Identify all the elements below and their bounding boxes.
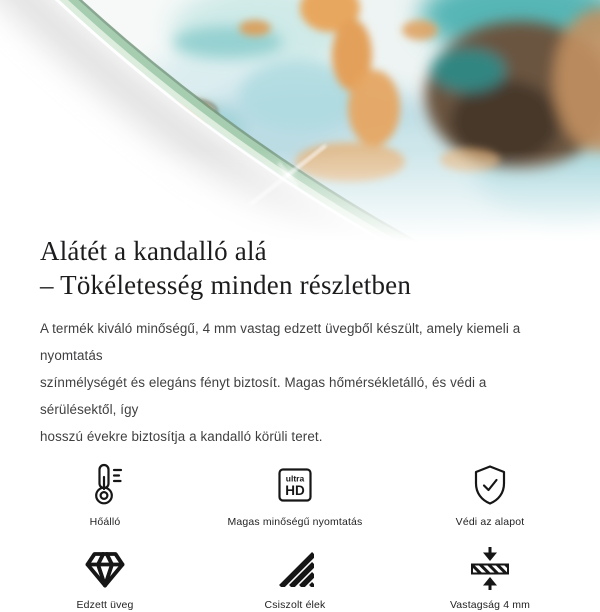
feature-protects-base	[420, 462, 560, 529]
svg-text:HD: HD	[285, 483, 305, 498]
ultra-hd-icon	[278, 462, 312, 508]
description-line: A termék kiváló minőségű, 4 mm vastag edzett üvegből készült, amely kiemeli a nyomtatás	[40, 321, 521, 363]
product-description	[40, 315, 560, 450]
thickness-icon	[468, 545, 512, 591]
page-title-line2: – Tökéletesség minden részletben	[40, 270, 412, 300]
feature-label: Edzett üveg	[76, 599, 134, 611]
feature-thickness	[420, 545, 560, 612]
feature-label: Védi az alapot	[455, 516, 525, 528]
feature-polished-edges	[170, 545, 420, 612]
feature-label: Magas minőségű nyomtatás	[227, 516, 363, 528]
feature-label: Csiszolt élek	[264, 599, 326, 611]
feature-grid	[40, 462, 600, 612]
description-line: színmélységét és elegáns fényt biztosít. Magas hőmérsékletálló, és védi a sérülésektől, így	[40, 375, 487, 417]
feature-label: Hőálló	[89, 516, 121, 528]
description-line: hosszú évekre biztosítja a kandalló körüli teret.	[40, 429, 323, 444]
feature-label: Vastagság 4 mm	[449, 599, 531, 611]
thermometer-icon	[85, 462, 125, 508]
feature-heat-resistant	[40, 462, 170, 529]
polished-edge-icon	[275, 545, 315, 591]
feature-print-quality	[170, 462, 420, 529]
page-title-line1: Alátét a kandalló alá	[40, 236, 267, 266]
shield-check-icon	[473, 462, 507, 508]
product-photo	[0, 0, 600, 250]
svg-text:ultra: ultra	[285, 473, 305, 484]
diamond-icon	[82, 545, 128, 591]
feature-tempered-glass	[40, 545, 170, 612]
